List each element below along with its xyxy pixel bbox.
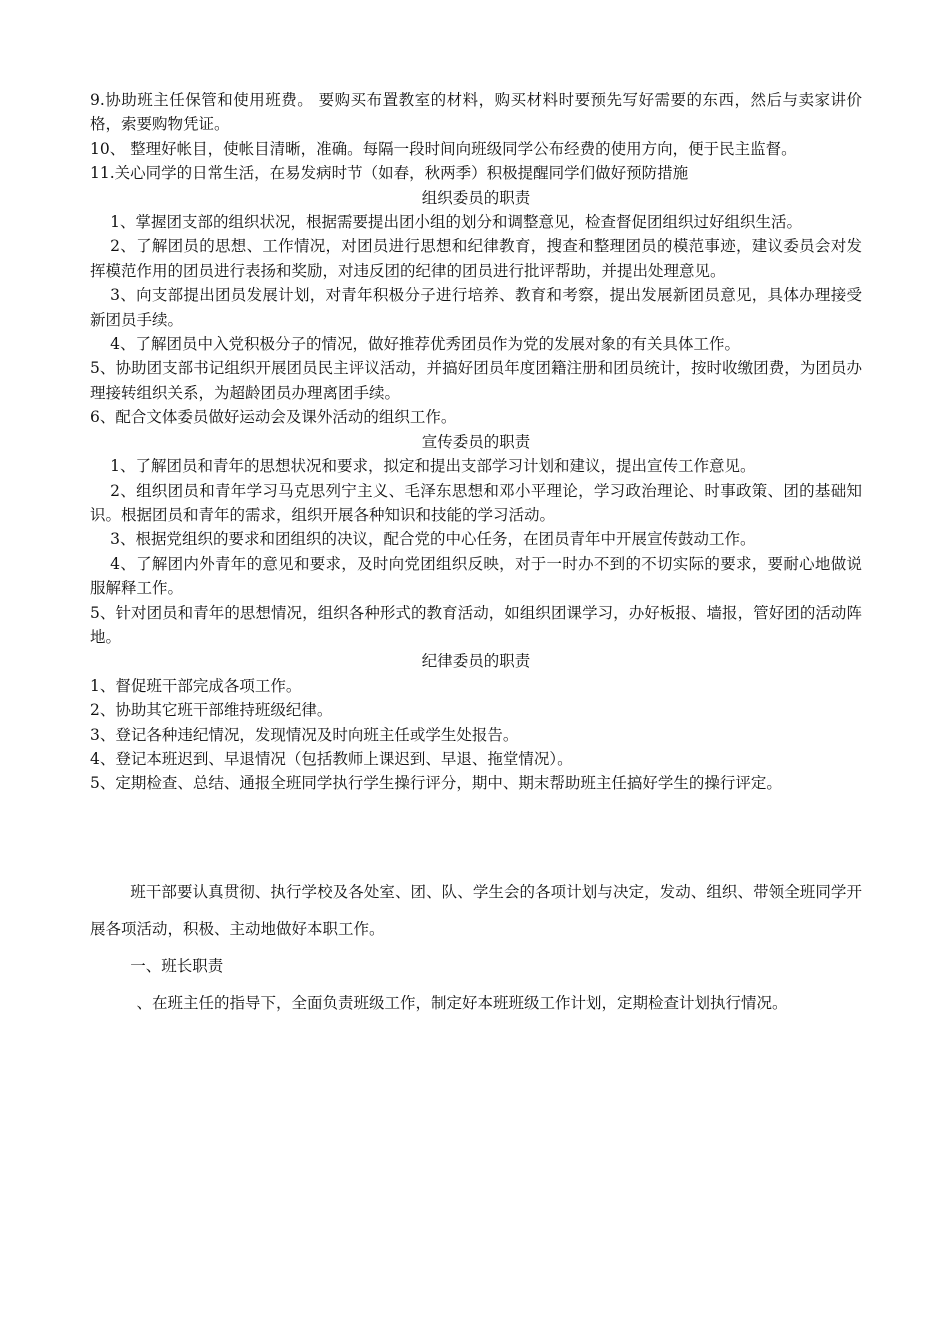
paragraph-item-9: 9.协助班主任保管和使用班费。 要购买布置教室的材料，购买材料时要预先写好需要的东西，然后与卖家讲价格，索要购物凭证。 bbox=[90, 91, 862, 134]
discipline-item-1: 1、督促班干部完成各项工作。 bbox=[90, 676, 302, 695]
paragraph-item-10: 10、 整理好帐目，使帐目清晰，准确。每隔一段时间向班级同学公布经费的使用方向，便于民主监督。 bbox=[90, 139, 797, 158]
section-title-discipline: 纪律委员的职责 bbox=[421, 652, 531, 671]
publicity-item-2: 2、组织团员和青年学习马克思列宁主义、毛泽东思想和邓小平理论，学习政治理论、时事政策、团的基础知识。根据团员和青年的需求，组织开展各种知识和技能的学习活动。 bbox=[90, 481, 862, 524]
organization-item-2: 2、了解团员的思想、工作情况，对团员进行思想和纪律教育，搜查和整理团员的模范事迹，建议委员会对发挥模范作用的团员进行表扬和奖励，对违反团的纪律的团员进行批评帮助，并提出处理意见。 bbox=[90, 237, 862, 280]
discipline-item-4: 4、登记本班迟到、早退情况（包括教师上课迟到、早退、拖堂情况）。 bbox=[90, 749, 573, 768]
section-spacer bbox=[90, 796, 862, 874]
publicity-item-5: 5、针对团员和青年的思想情况，组织各种形式的教育活动，如组织团课学习，办好板报、墙报，管好团的活动阵地。 bbox=[90, 603, 862, 646]
organization-item-5: 5、协助团支部书记组织开展团员民主评议活动，并搞好团员年度团籍注册和团员统计，按时收缴团费，为团员办理接转组织关系，为超龄团员办理离团手续。 bbox=[90, 359, 862, 402]
discipline-item-5: 5、定期检查、总结、通报全班同学执行学生操行评分，期中、期末帮助班主任搞好学生的操行评定。 bbox=[90, 774, 782, 793]
publicity-item-3: 3、根据党组织的要求和团组织的决议，配合党的中心任务，在团员青年中开展宣传鼓动工作。 bbox=[110, 530, 756, 549]
discipline-item-2: 2、协助其它班干部维持班级纪律。 bbox=[90, 701, 333, 720]
organization-item-1: 1、掌握团支部的组织状况，根据需要提出团小组的划分和调整意见，检查督促团组织过好组织生活。 bbox=[110, 213, 803, 232]
section-title-publicity: 宣传委员的职责 bbox=[421, 432, 531, 451]
organization-item-4: 4、了解团员中入党积极分子的情况，做好推荐优秀团员作为党的发展对象的有关具体工作。 bbox=[110, 335, 741, 354]
publicity-item-1: 1、了解团员和青年的思想状况和要求，拟定和提出支部学习计划和建议，提出宣传工作意见。 bbox=[110, 457, 756, 476]
organization-item-6: 6、配合文体委员做好运动会及课外活动的组织工作。 bbox=[90, 408, 457, 427]
discipline-item-3: 3、登记各种违纪情况，发现情况及时向班主任或学生处报告。 bbox=[90, 725, 519, 744]
monitor-duty-item: 、在班主任的指导下，全面负责班级工作，制定好本班班级工作计划，定期检查计划执行情况。 bbox=[136, 993, 788, 1012]
publicity-item-4: 4、了解团内外青年的意见和要求，及时向党团组织反映，对于一时办不到的不切实际的要求，要耐心地做说服解释工作。 bbox=[90, 554, 862, 598]
section-title-organization: 组织委员的职责 bbox=[421, 188, 531, 207]
organization-item-3: 3、向支部提出团员发展计划，对青年积极分子进行培养、教育和考察，提出发展新团员意见，具体办理接受新团员手续。 bbox=[90, 286, 862, 329]
paragraph-item-11: 11.关心同学的日常生活，在易发病时节（如春，秋两季）积极提醒同学们做好预防措施 bbox=[90, 164, 689, 183]
document-page bbox=[90, 88, 862, 1022]
monitor-duty-heading: 一、班长职责 bbox=[130, 956, 224, 975]
intro-paragraph: 班干部要认真贯彻、执行学校及各处室、团、队、学生会的各项计划与决定，发动、组织、带领全班同学开展各项活动，积极、主动地做好本职工作。 bbox=[90, 882, 862, 938]
